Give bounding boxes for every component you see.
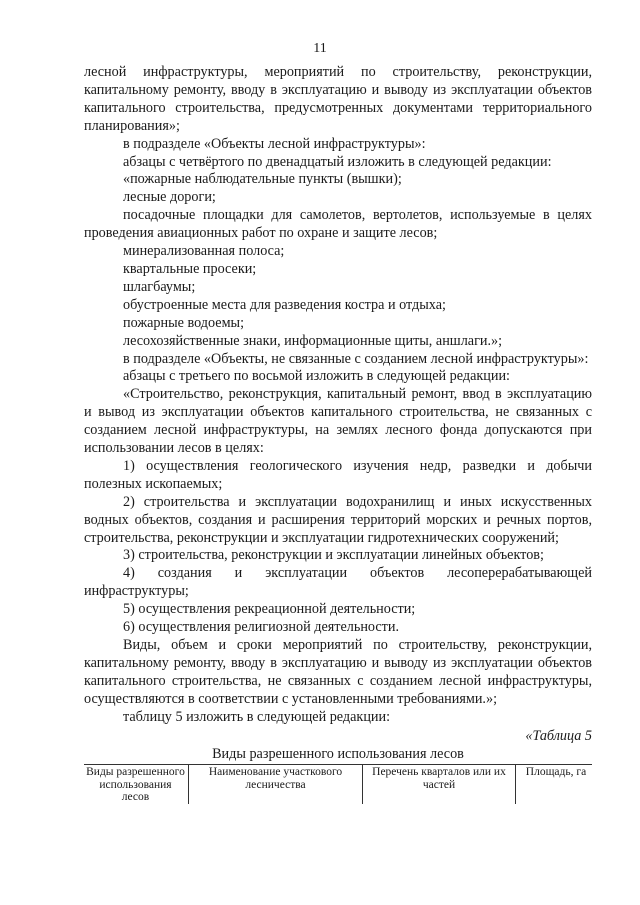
table-header-cell: Наименование участкового лесничества — [189, 765, 363, 805]
forest-use-table — [84, 764, 592, 804]
table-wrapper — [84, 764, 592, 804]
paragraph: абзацы с четвёртого по двенадцатый изложить в следующей редакции: — [123, 153, 552, 170]
table-header-cell: Виды разрешенного использования лесов — [84, 765, 189, 805]
paragraph: 1) осуществления геологического изучения недр, разведки и добычи полезных ископаемых; — [84, 457, 592, 492]
paragraph: минерализованная полоса; — [123, 243, 285, 260]
paragraph: 4) создания и эксплуатации объектов лесоперерабатывающей инфраструктуры; — [84, 565, 592, 600]
paragraph: 5) осуществления рекреационной деятельности; — [123, 601, 416, 618]
page-number: 11 — [313, 41, 327, 56]
table-header-cell: Перечень кварталов или их частей — [363, 765, 516, 805]
table-title: Виды разрешенного использования лесов — [212, 746, 464, 763]
paragraph: обустроенные места для разведения костра и отдыха; — [123, 296, 446, 313]
paragraph: «пожарные наблюдательные пункты (вышки); — [123, 171, 402, 188]
paragraph: лесной инфраструктуры, мероприятий по строительству, реконструкции, капитальному ремонту, вводу в эксплуатацию и выводу из эксплуатации объектов капитального строительства, предусмотренных документами территориального планирования»; — [84, 64, 592, 134]
table-header-cell: Площадь, га — [516, 765, 593, 805]
paragraph-list — [84, 64, 592, 727]
paragraph: 3) строительства, реконструкции и эксплуатации линейных объектов; — [123, 547, 544, 564]
paragraph: «Строительство, реконструкция, капитальный ремонт, ввод в эксплуатацию и вывод из эксплуатации объектов капитального строительства, не связанных с созданием лесной инфраструктуры, на землях лесного фонда допускаются при использовании лесов в целях: — [84, 386, 592, 457]
paragraph: абзацы с третьего по восьмой изложить в следующей редакции: — [123, 368, 510, 385]
paragraph: пожарные водоемы; — [123, 314, 245, 331]
paragraph: лесохозяйственные знаки, информационные щиты, аншлаги.»; — [123, 332, 503, 349]
paragraph: шлагбаумы; — [123, 278, 196, 295]
paragraph: таблицу 5 изложить в следующей редакции: — [123, 708, 391, 725]
paragraph: квартальные просеки; — [123, 260, 257, 277]
paragraph: Виды, объем и сроки мероприятий по строительству, реконструкции, капитальному ремонту, вводу в эксплуатацию и выводу из эксплуатации объектов капитального строительства, не связанных с созданием лесной инфраструктуры, осуществляются в соответствии с установленными требованиями.»; — [84, 637, 592, 707]
paragraph: 6) осуществления религиозной деятельности. — [123, 619, 399, 636]
table-header-row — [84, 765, 592, 805]
paragraph: посадочные площадки для самолетов, вертолетов, используемые в целях проведения авиационных работ по охране и защите лесов; — [84, 207, 592, 242]
paragraph: лесные дороги; — [123, 189, 216, 206]
paragraph: в подразделе «Объекты лесной инфраструктуры»: — [123, 135, 426, 152]
table-tag: «Таблица 5 — [525, 727, 592, 744]
document-body — [84, 64, 592, 804]
paragraph: 2) строительства и эксплуатации водохранилищ и иных искусственных водных объектов, создания и расширения территорий морских и речных портов, строительства, реконструкции и эксплуатации гидротехнических сооружений; — [84, 493, 592, 546]
paragraph: в подразделе «Объекты, не связанные с созданием лесной инфраструктуры»: — [123, 350, 589, 367]
